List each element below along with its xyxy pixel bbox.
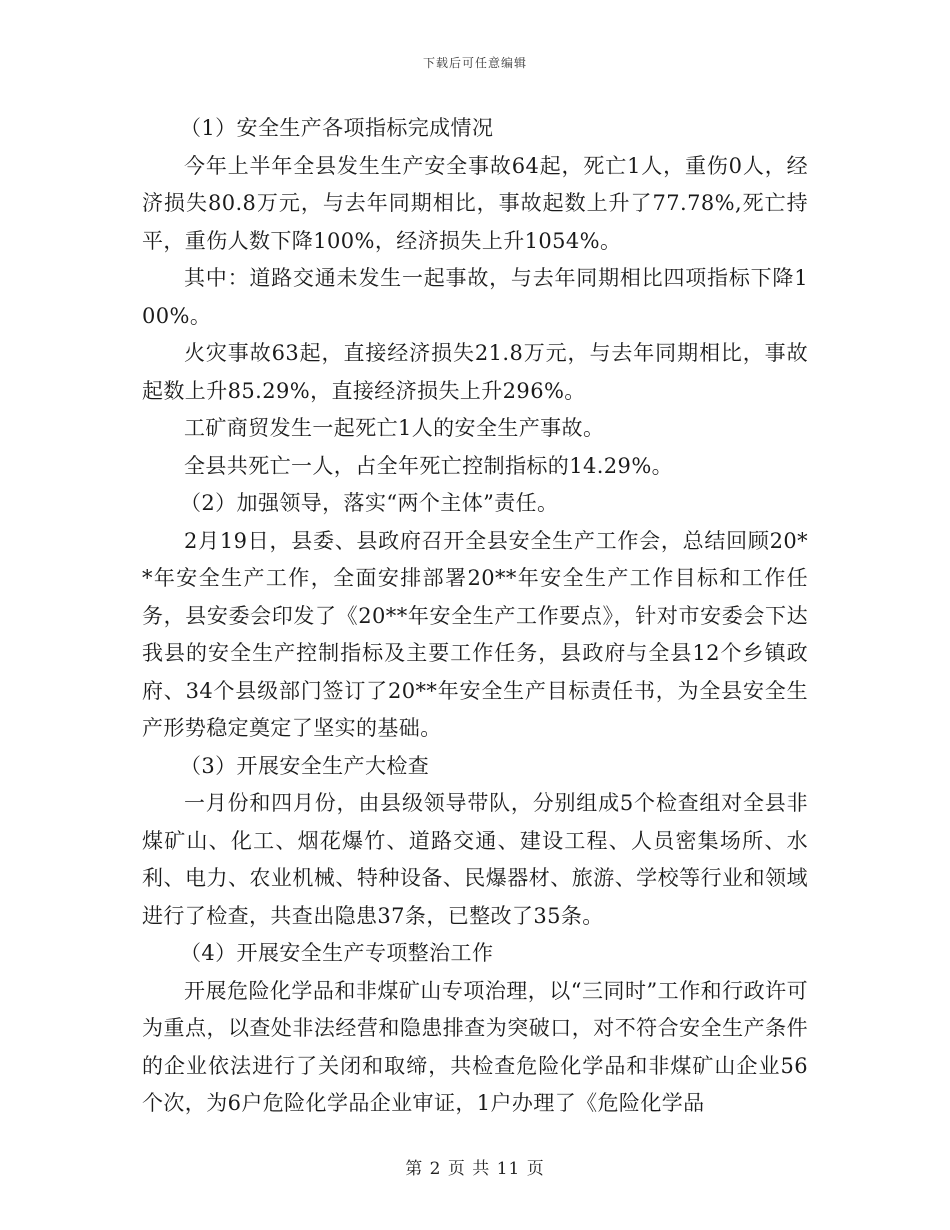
paragraph-road-traffic: 其中：道路交通未发生一起事故，与去年同期相比四项指标下降100%。: [142, 266, 808, 328]
paragraph-fire-accidents: 火灾事故63起，直接经济损失21.8万元，与去年同期相比，事故起数上升85.29%，直接经济损失上升296%。: [142, 341, 808, 403]
section-heading-3: （3）开展安全生产大检查: [180, 753, 430, 778]
section-heading-4: （4）开展安全生产专项整治工作: [180, 941, 494, 965]
section-heading-2: （2）加强领导，落实“两个主体”责任。: [180, 491, 559, 515]
paragraph-special-rectification: 开展危险化学品和非煤矿山专项治理，以“三同时”工作和行政许可为重点，以查处非法经营和隐患排查为突破口，对不符合安全生产条件的企业依法进行了关闭和取缔，共检查危险化学品和非煤矿山企业56个次，为6户危险化学品企业审证，1户办理了《危险化学品: [142, 978, 808, 1115]
paragraph-industry-trade: 工矿商贸发生一起死亡1人的安全生产事故。: [184, 416, 605, 440]
paragraph-safety-meeting: 2月19日，县委、县政府召开全县安全生产工作会，总结回顾20**年安全生产工作，全面安排部署20**年安全生产工作目标和工作任务，县安委会印发了《20**年安全生产工作要点》，针对市安委会下达我县的安全生产控制指标及主要工作任务，县政府与全县12个乡镇政府、34个县级部门签订了20**年安全生产目标责任书，为全县安全生产形势稳定奠定了坚实的基础。: [142, 528, 808, 740]
paragraph-inspection: 一月份和四月份，由县级领导带队，分别组成5个检查组对全县非煤矿山、化工、烟花爆竹、道路交通、建设工程、人员密集场所、水利、电力、农业机械、特种设备、民爆器材、旅游、学校等行业和领域进行了检查，共查出隐患37条，已整改了35条。: [142, 791, 808, 928]
page-number-footer: 第 2 页 共 11 页: [405, 1159, 545, 1179]
paragraph-death-control: 全县共死亡一人，占全年死亡控制指标的14.29%。: [184, 453, 674, 478]
section-heading-1: （1）安全生产各项指标完成情况: [180, 116, 494, 140]
document-body: [142, 110, 808, 1123]
header-note: 下载后可任意编辑: [422, 56, 527, 70]
paragraph-accident-summary: 今年上半年全县发生生产安全事故64起，死亡1人，重伤0人，经济损失80.8万元，与去年同期相比，事故起数上升了77.78%,死亡持平，重伤人数下降100%，经济损失上升1054%。: [142, 153, 808, 253]
